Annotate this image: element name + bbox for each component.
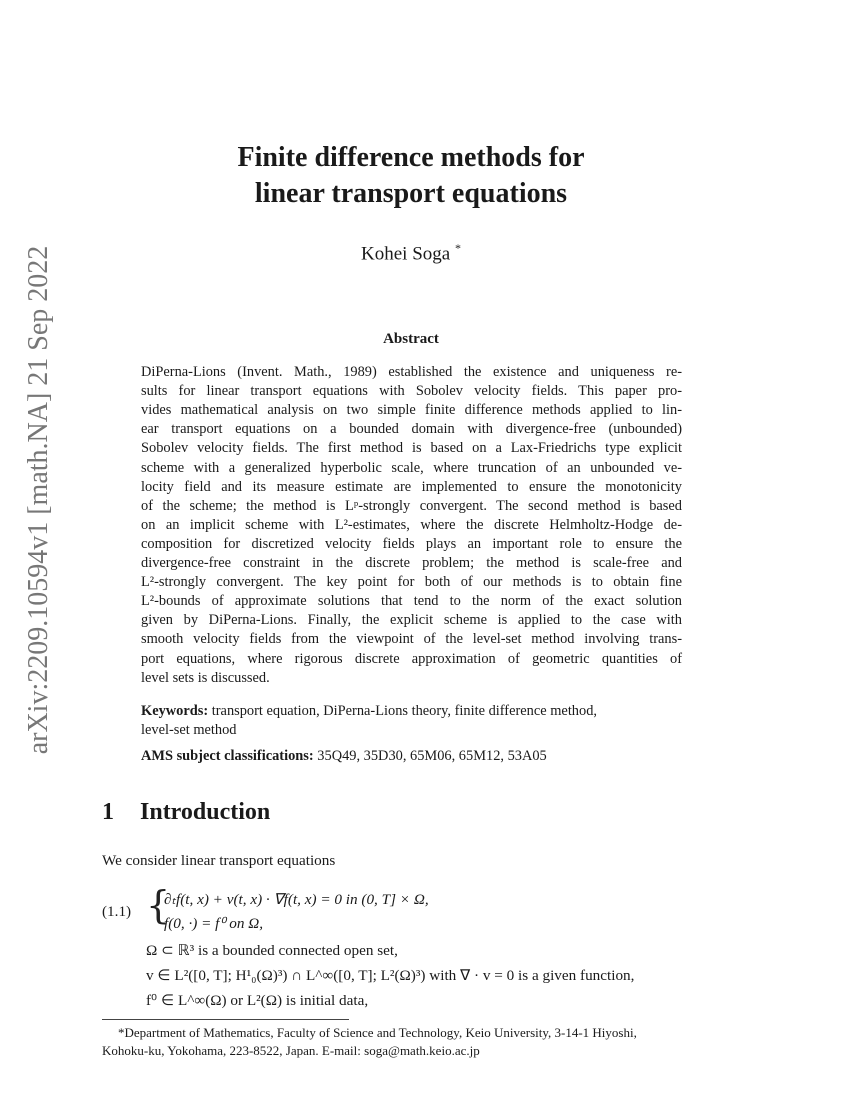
abstract-line: locity field and its measure estimate are implemented to ensure the monotonicity (141, 478, 682, 495)
equation-label: (1.1) (102, 903, 132, 920)
title-line-2: linear transport equations (254, 178, 568, 209)
abstract-line: L²-strongly convergent. The key point for both of our methods is to obtain fine (141, 574, 682, 591)
keywords-label: Keywords: (141, 703, 209, 719)
equation-line-1: ∂ₜf(t, x) + v(t, x) · ∇f(t, x) = 0 in (0, T] × Ω, (164, 891, 429, 908)
arxiv-margin-stamp: arXiv:2209.10594v1 [math.NA] 21 Sep 2022 (23, 245, 54, 755)
paper-title (0, 140, 822, 212)
condition-domain: Ω ⊂ ℝ³ is a bounded connected open set, (146, 942, 398, 959)
abstract-heading: Abstract (383, 331, 439, 347)
section-number: 1 (102, 799, 114, 825)
author-footnote-mark: * (454, 241, 461, 255)
keywords-text-2: level-set method (141, 722, 237, 738)
abstract-line: given by DiPerna-Lions. Finally, the explicit scheme is applied to the case with (141, 612, 682, 629)
author-name: Kohei Soga (361, 243, 451, 265)
ams-classifications (141, 747, 682, 766)
title-line-1: Finite difference methods for (237, 142, 585, 173)
abstract-line: divergence-free constraint in the discrete problem; the method is scale-free and (141, 555, 682, 571)
abstract-line: on an implicit scheme with L²-estimates, where the discrete Helmholtz-Hodge de- (141, 516, 682, 533)
abstract-line: L²-bounds of approximate solutions that tend to the norm of the exact solution (141, 593, 682, 610)
section-heading (102, 799, 270, 826)
footnote-rule (102, 1019, 349, 1020)
equation-line-2: f(0, ·) = f⁰ on Ω, (164, 915, 264, 932)
condition-initial-data: f⁰ ∈ L^∞(Ω) or L²(Ω) is initial data, (146, 992, 369, 1009)
abstract-line: scheme with a generalized hyperbolic scale, where truncation of an unbounded ve- (141, 459, 682, 476)
abstract-line: level sets is discussed. (141, 669, 270, 686)
abstract-line: DiPerna-Lions (Invent. Math., 1989) established the existence and uniqueness re- (141, 364, 682, 380)
intro-sentence: We consider linear transport equations (102, 852, 336, 869)
equation-brace: { (146, 883, 171, 927)
keywords-text: transport equation, DiPerna-Lions theory, finite difference method, (211, 703, 597, 719)
abstract-line: ear transport equations on a bounded domain with divergence-free (unbounded) (141, 421, 682, 438)
abstract-line: composition for discretized velocity fields plays an important role to ensure the (141, 535, 682, 552)
condition-velocity: v ∈ L²([0, T]; H¹₀(Ω)³) ∩ L^∞([0, T]; L²(Ω)³) with ∇ · v = 0 is a given function, (146, 967, 635, 984)
abstract-line: of the scheme; the method is Lᵖ-strongly convergent. The second method is based (141, 497, 682, 514)
footnote-line-2: Kohoku-ku, Yokohama, 223-8522, Japan. E-mail: soga@math.keio.ac.jp (102, 1043, 480, 1058)
abstract-line: Sobolev velocity fields. The first method is based on a Lax-Friedrichs type explicit (141, 440, 682, 457)
ams-text: 35Q49, 35D30, 65M06, 65M12, 53A05 (317, 748, 547, 764)
abstract-line: port equations, where rigorous discrete approximation of geometric quantities of (141, 650, 682, 667)
abstract-line: smooth velocity fields from the viewpoint of the level-set method involving trans- (141, 631, 682, 648)
footnote-line-1: *Department of Mathematics, Faculty of Science and Technology, Keio University, 3-14-1 Hiyoshi, (118, 1025, 637, 1040)
keywords (141, 702, 682, 740)
abstract-line: vides mathematical analysis on two simple finite difference methods applied to lin- (141, 402, 682, 419)
section-title: Introduction (140, 799, 271, 825)
author (0, 241, 822, 265)
abstract-line: sults for linear transport equations with Sobolev velocity fields. This paper pro- (141, 383, 682, 400)
ams-label: AMS subject classifications: (141, 748, 314, 764)
